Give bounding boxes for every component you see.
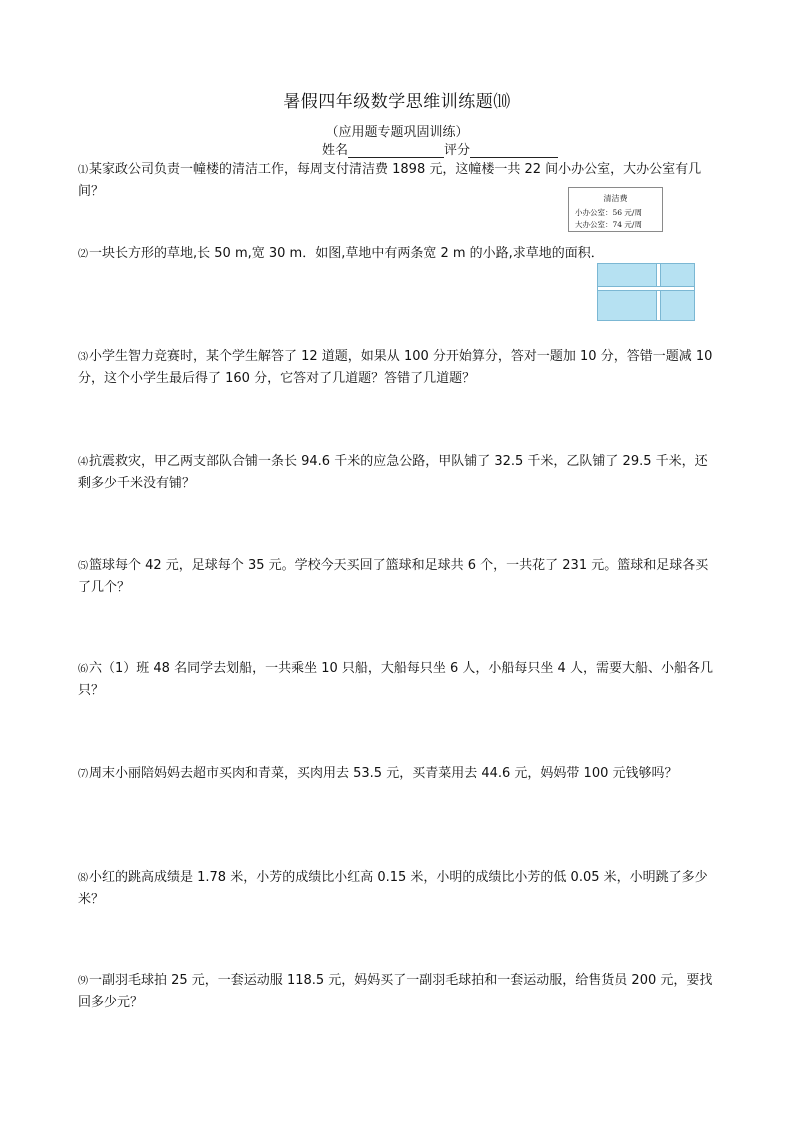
large-office-fee: 大办公室：74 元/周	[575, 220, 642, 229]
question-number: ⑹	[78, 664, 88, 675]
question-text: 篮球每个 42 元，足球每个 35 元。学校今天买回了篮球和足球共 6 个，一共花了 231 元。篮球和足球各买了几个？	[78, 558, 709, 595]
question-number: ⑵	[78, 249, 88, 260]
grass-field-diagram	[597, 263, 695, 321]
question-6	[78, 658, 718, 701]
page-title: 暑假四年级数学思维训练题⑽	[283, 92, 511, 112]
score-blank[interactable]	[470, 143, 558, 158]
question-text: 小学生智力竞赛时，某个学生解答了 12 道题，如果从 100 分开始算分，答对一题加 10 分，答错一题减 10 分，这个小学生最后得了 160 分，它答对了几道题？答错了几道题？	[78, 349, 713, 386]
question-text: 一块长方形的草地,长 50 m,宽 30 m．如图,草地中有两条宽 2 m 的小路,求草地的面积．	[89, 246, 604, 261]
question-number: ⑺	[78, 769, 88, 780]
name-label: 姓名	[322, 143, 349, 158]
cleaning-fee-sign	[568, 187, 663, 232]
question-5	[78, 555, 718, 598]
question-text: 六（1）班 48 名同学去划船，一共乘坐 10 只船，大船每只坐 6 人，小船每只坐 4 人，需要大船、小船各几只？	[78, 661, 713, 698]
question-9	[78, 970, 718, 1013]
question-number: ⑴	[78, 165, 88, 176]
question-3	[78, 346, 718, 389]
page-subtitle: （应用题专题巩固训练）	[325, 125, 469, 140]
question-8	[78, 867, 718, 910]
question-7	[78, 763, 718, 785]
small-office-fee: 小办公室：56 元/周	[575, 208, 642, 217]
name-score-line	[322, 139, 558, 158]
question-text: 抗震救灾，甲乙两支部队合铺一条长 94.6 千米的应急公路，甲队铺了 32.5 千米，乙队铺了 29.5 千米，还剩多少千米没有铺？	[78, 454, 708, 491]
question-number: ⑸	[78, 561, 88, 572]
question-number: ⑶	[78, 352, 88, 363]
horizontal-path	[598, 286, 694, 291]
question-4	[78, 451, 718, 494]
question-text: 某家政公司负责一幢楼的清洁工作，每周支付清洁费 1898 元，这幢楼一共 22 间小办公室，大办公室有几间？	[78, 162, 702, 199]
question-number: ⑷	[78, 457, 88, 468]
score-label: 评分	[444, 143, 471, 158]
question-number: ⑼	[78, 976, 88, 987]
question-number: ⑻	[78, 873, 88, 884]
question-text: 周末小丽陪妈妈去超市买肉和青菜，买肉用去 53.5 元，买青菜用去 44.6 元，妈妈带 100 元钱够吗？	[89, 766, 678, 781]
question-text: 一副羽毛球拍 25 元，一套运动服 118.5 元，妈妈买了一副羽毛球拍和一套运动服，给售货员 200 元，要找回多少元？	[78, 973, 713, 1010]
fee-sign-title: 清洁费	[603, 194, 628, 203]
question-2	[78, 243, 718, 265]
question-text: 小红的跳高成绩是 1.78 米，小芳的成绩比小红高 0.15 米，小明的成绩比小芳的低 0.05 米，小明跳了多少米？	[78, 870, 708, 907]
name-blank[interactable]	[348, 143, 444, 158]
vertical-path	[656, 264, 661, 320]
